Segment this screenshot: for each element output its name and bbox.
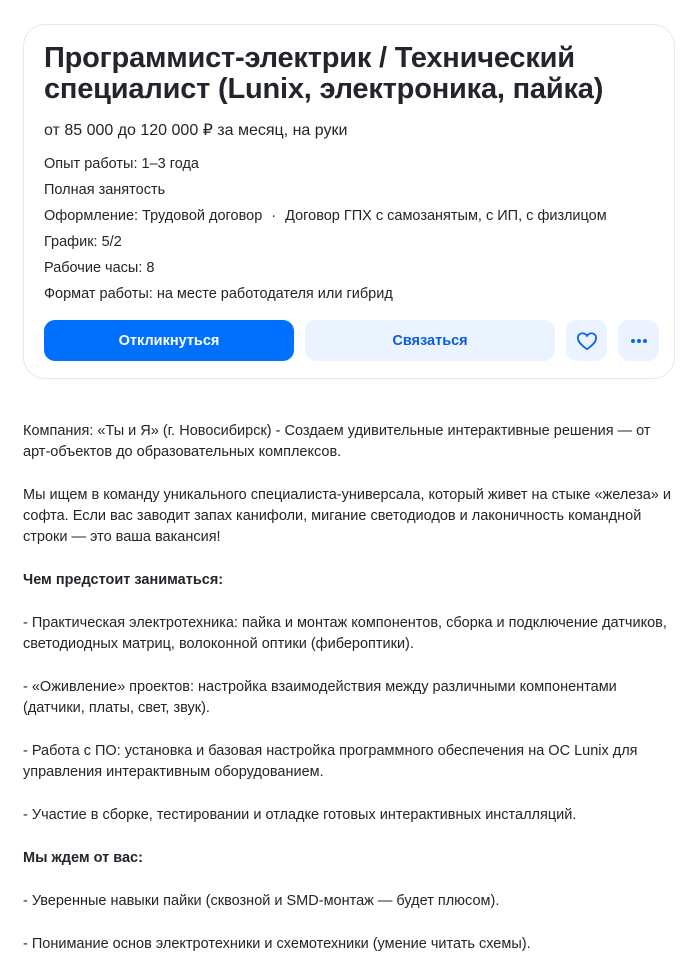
company-paragraph: Компания: «Ты и Я» (г. Новосибирск) - Создаем удивительные интерактивные решения — от арт-объектов до образовательных комплексов. — [23, 423, 651, 460]
contract-label: Оформление: Трудовой договор — [44, 208, 263, 224]
favorite-button[interactable] — [566, 320, 607, 361]
more-button[interactable] — [618, 320, 659, 361]
respond-button[interactable]: Откликнуться — [44, 320, 294, 361]
contract-extra: Договор ГПХ с самозанятым, с ИП, с физлицом — [285, 208, 607, 224]
action-bar — [44, 320, 659, 361]
working-hours: Рабочие часы: 8 — [44, 260, 155, 276]
contact-button[interactable]: Связаться — [305, 320, 555, 361]
employment-type: Полная занятость — [44, 182, 166, 198]
salary: от 85 000 до 120 000 ₽ за месяц, на руки — [44, 122, 348, 139]
vacancy-description — [23, 421, 678, 977]
duty-item: - «Оживление» проектов: настройка взаимодействия между различными компонентами (датчики, платы, свет, звук). — [23, 679, 617, 716]
heart-icon — [576, 331, 598, 351]
work-format: Формат работы: на месте работодателя или гибрид — [44, 286, 393, 302]
vacancy-card — [23, 24, 675, 379]
vacancy-facts — [44, 151, 607, 307]
more-horizontal-icon — [630, 338, 648, 344]
separator-dot: · — [271, 208, 277, 224]
requirements-heading: Мы ждем от вас: — [23, 850, 143, 866]
duty-item: - Работа с ПО: установка и базовая настройка программного обеспечения на ОС Lunix для управления интерактивным оборудованием. — [23, 743, 638, 780]
requirement-item: - Понимание основ электротехники и схемотехники (умение читать схемы). — [23, 936, 531, 952]
experience: Опыт работы: 1–3 года — [44, 156, 199, 172]
requirement-item: - Уверенные навыки пайки (сквозной и SMD-монтаж — будет плюсом). — [23, 893, 500, 909]
duties-heading: Чем предстоит заниматься: — [23, 572, 224, 588]
duty-item: - Участие в сборке, тестировании и отладке готовых интерактивных инсталляций. — [23, 807, 577, 823]
contract-type — [44, 203, 607, 229]
duty-item: - Практическая электротехника: пайка и монтаж компонентов, сборка и подключение датчиков, светодиодных матриц, волоконной оптики (фибероптики). — [23, 615, 667, 652]
vacancy-title: Программист-электрик / Технический специалист (Lunix, электроника, пайка) — [44, 42, 604, 105]
intro-paragraph: Мы ищем в команду уникального специалиста-универсала, который живет на стыке «железа» и софта. Если вас заводит запах канифоли, мигание светодиодов и лаконичность командной строки — это ваша вакансия! — [23, 487, 671, 545]
schedule: График: 5/2 — [44, 234, 122, 250]
